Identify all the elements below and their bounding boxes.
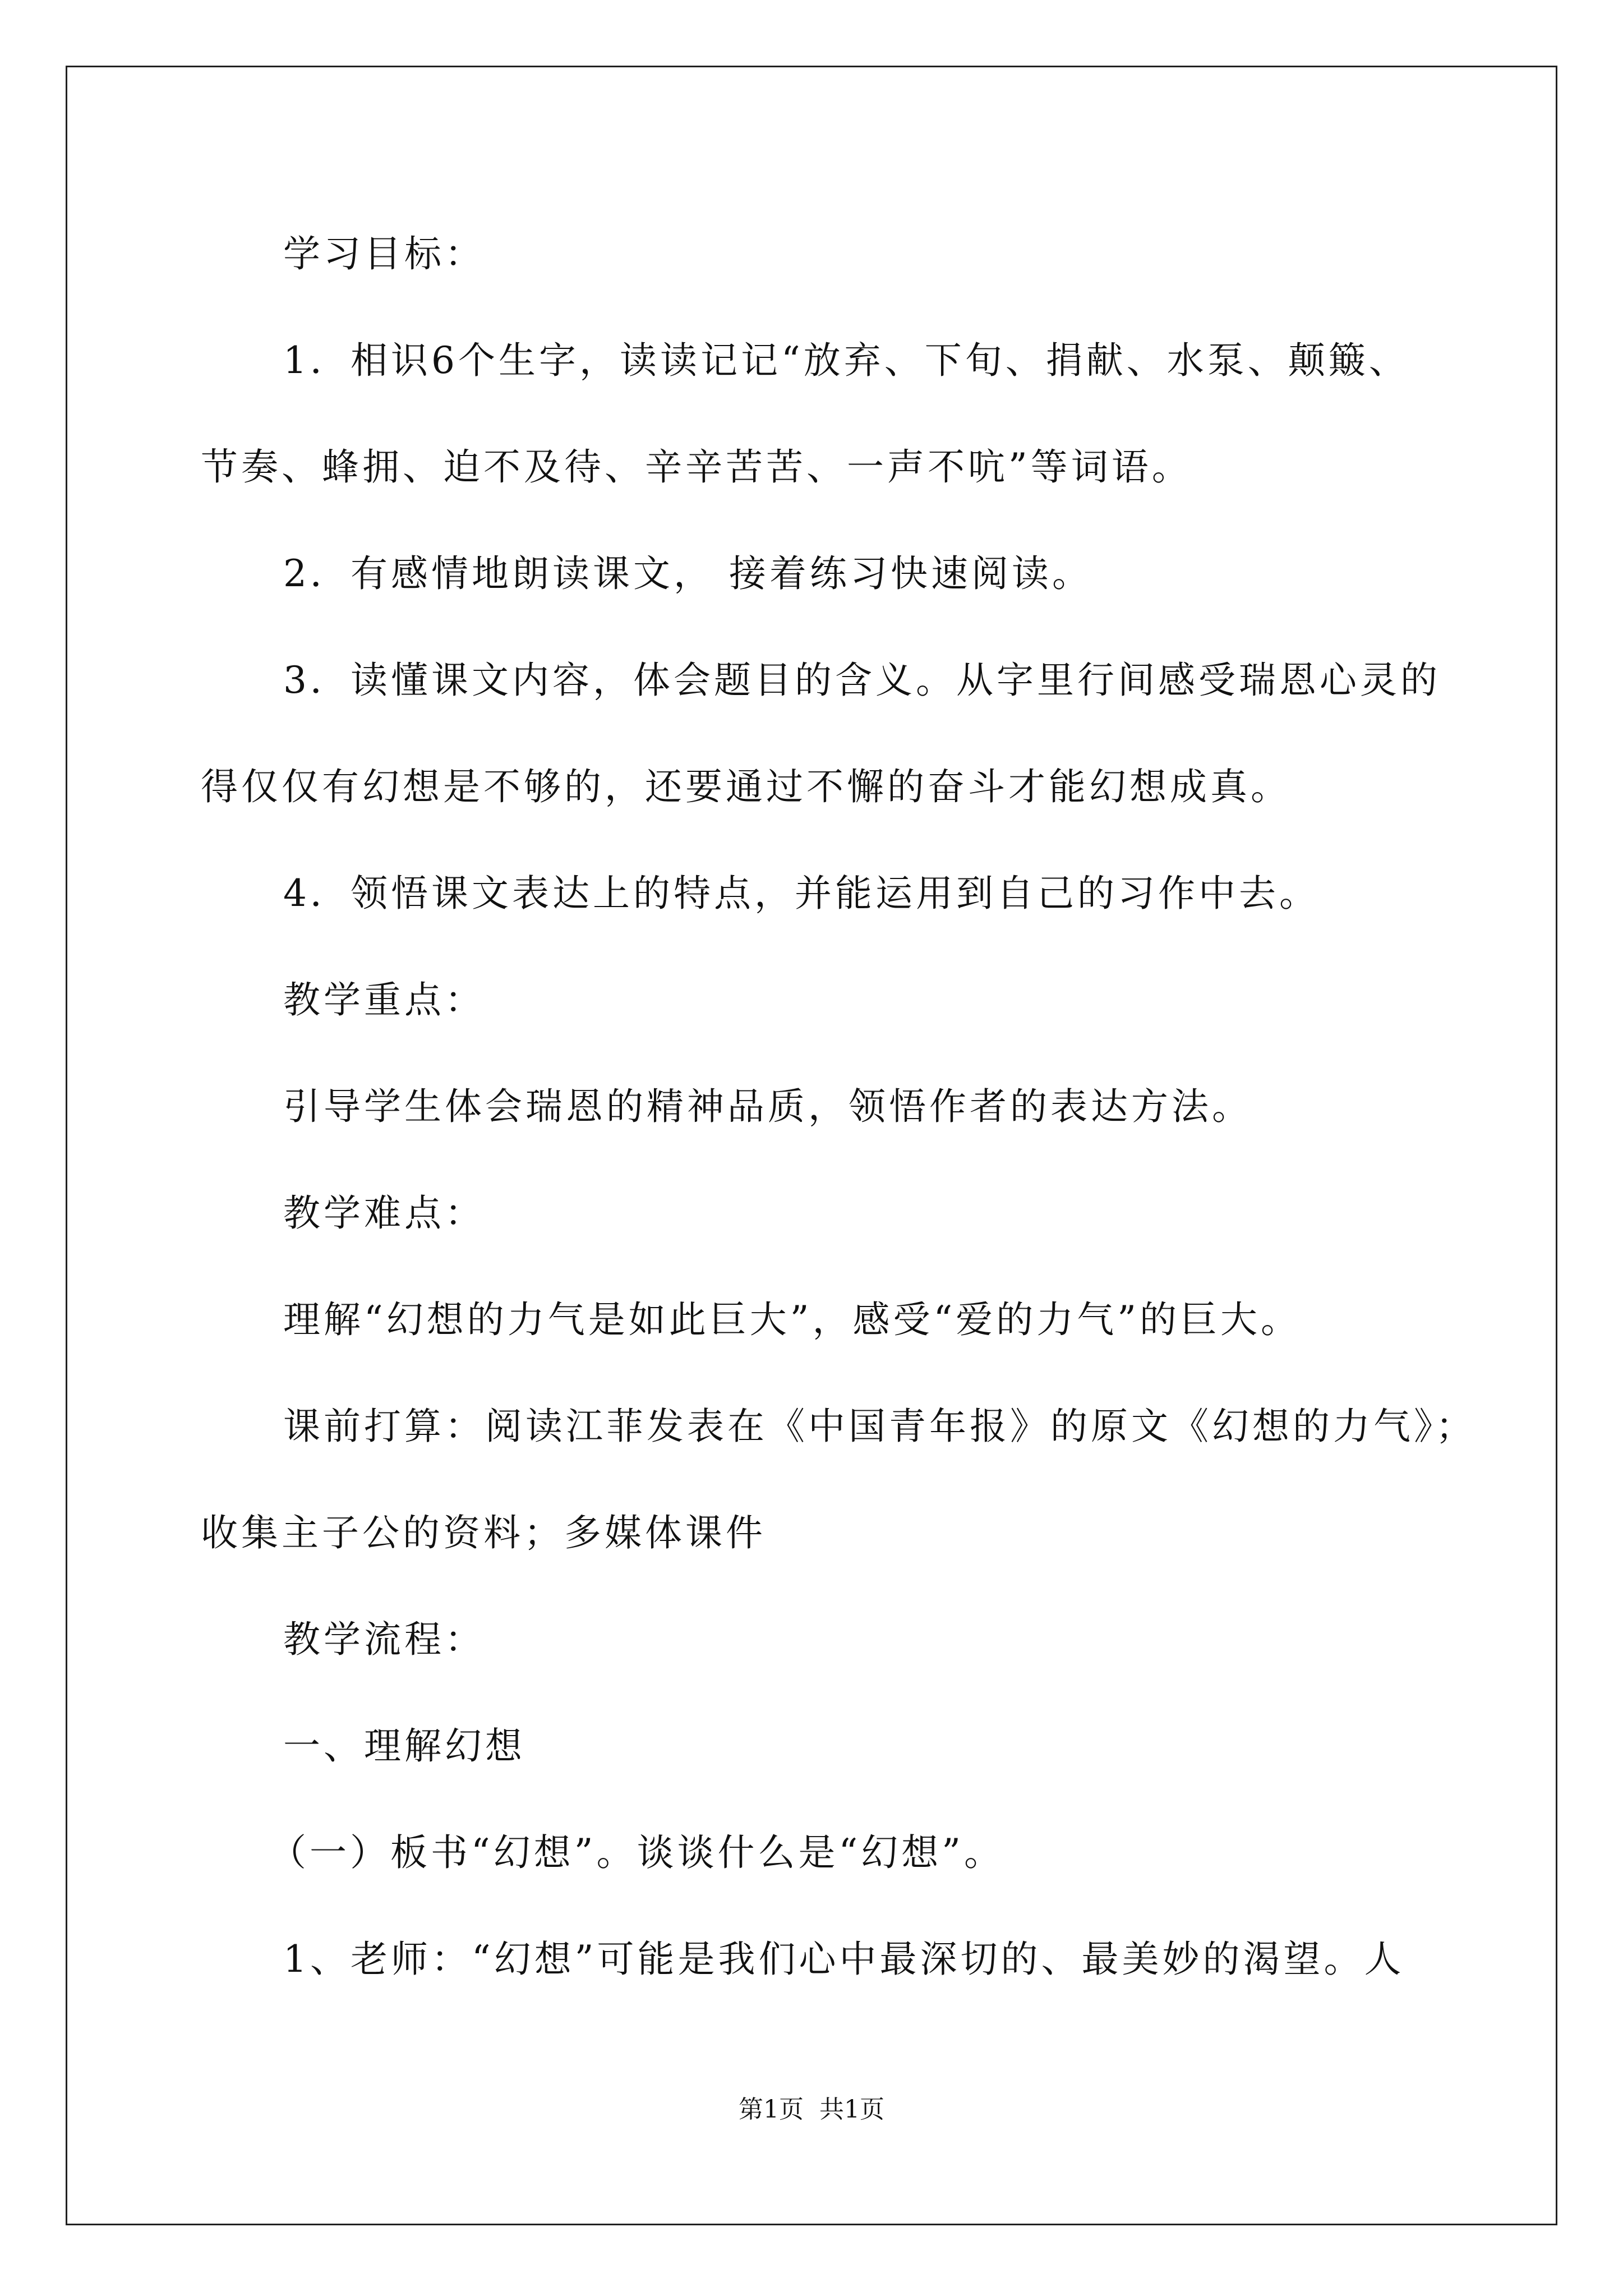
page-total: 共1页 — [819, 2095, 884, 2124]
page-frame — [66, 66, 1557, 2225]
page-footer — [0, 2094, 1623, 2125]
objective-3-line-1: 3．读懂课文内容，体会题目的含义。从字里行间感受瑞恩心灵的 — [283, 659, 1441, 702]
section-heading-key-points: 教学重点： — [283, 978, 485, 1022]
objective-2: 2．有感情地朗读课文， 接着练习快速阅读。 — [283, 552, 1092, 595]
process-substep-1-text: 1、老师：“幻想”可能是我们心中最深切的、最美妙的渴望。人 — [283, 1938, 1405, 1981]
preparation-line-1: 课前打算：阅读江菲发表在《中国青年报》的原文《幻想的力气》； — [283, 1405, 1476, 1448]
objective-4: 4．领悟课文表达上的特点，并能运用到自己的习作中去。 — [283, 872, 1320, 915]
section-heading-difficulties: 教学难点： — [283, 1191, 485, 1235]
section-heading-process: 教学流程： — [283, 1618, 485, 1661]
objective-3-line-2: 得仅仅有幻想是不够的，还要通过不懈的奋斗才能幻想成真。 — [201, 765, 1291, 808]
objective-1-line-1: 1．相识6个生字，读读记记“放弃、下旬、捐献、水泵、颠簸、 — [283, 339, 1409, 382]
section-heading-objectives: 学习目标： — [283, 232, 485, 275]
page-number: 第1页 — [739, 2095, 804, 2124]
process-substep-1: （一）板书“幻想”。谈谈什么是“幻想”。 — [269, 1831, 1004, 1874]
process-step-1-heading: 一、理解幻想 — [283, 1724, 525, 1768]
objective-1-line-2: 节奏、蜂拥、迫不及待、辛辛苦苦、一声不吭”等词语。 — [201, 445, 1192, 489]
difficulties-text: 理解“幻想的力气是如此巨大”，感受“爱的力气”的巨大。 — [283, 1298, 1301, 1341]
preparation-line-2: 收集主子公的资料；多媒体课件 — [201, 1511, 766, 1554]
key-points-text: 引导学生体会瑞恩的精神品质，领悟作者的表达方法。 — [283, 1085, 1252, 1128]
